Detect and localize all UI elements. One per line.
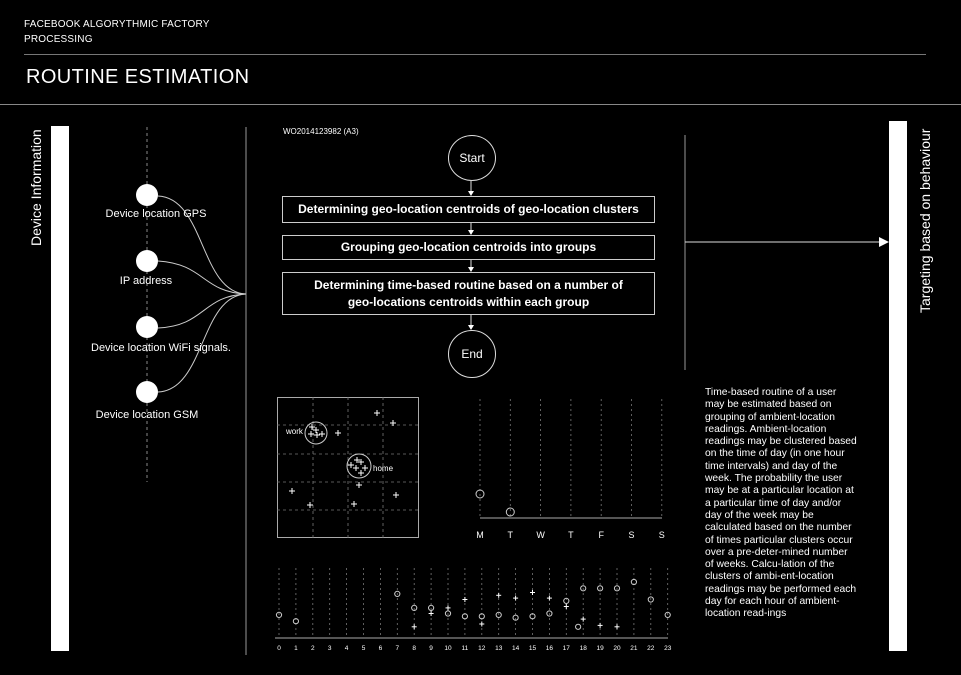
map-point: [319, 431, 325, 437]
hour-tick-label: 23: [664, 645, 672, 652]
map-point: [314, 432, 320, 438]
hour-point-cross: [513, 596, 518, 601]
weekday-tick-label: S: [628, 530, 635, 540]
hour-tick-label: 19: [596, 645, 604, 652]
hour-tick-label: 5: [361, 645, 366, 652]
hour-tick-label: 20: [613, 645, 621, 652]
hour-tick-label: 21: [630, 645, 638, 652]
map-point: [358, 470, 364, 476]
hour-point-cross: [429, 611, 434, 616]
map-label-home: home: [373, 464, 394, 473]
device-label-gps: Device location GPS: [105, 208, 207, 220]
hour-tick-label: 14: [511, 645, 520, 652]
map-point: [313, 427, 319, 433]
hour-tick-label: 16: [545, 645, 554, 652]
hour-point-circle: [576, 624, 581, 629]
hour-tick-label: 1: [294, 645, 298, 652]
device-information-label: Device Information: [28, 129, 44, 246]
hourly-chart: [270, 565, 675, 655]
hour-tick-label: 12: [478, 645, 486, 652]
map-label-work: work: [286, 427, 303, 436]
hour-point-cross: [446, 605, 451, 610]
map-point: [393, 492, 399, 498]
weekday-tick-label: T: [507, 530, 514, 540]
device-label-ip: IP address: [119, 275, 173, 287]
map-point: [356, 482, 362, 488]
wifi-device-icon: [136, 316, 158, 338]
map-point: [362, 465, 368, 471]
map-point: [308, 431, 314, 437]
hour-point-cross: [581, 617, 586, 622]
hour-tick-label: 17: [562, 645, 570, 652]
map-point: [348, 462, 354, 468]
hour-tick-label: 4: [344, 645, 349, 652]
hour-point-cross: [547, 596, 552, 601]
hour-point-cross: [615, 624, 620, 629]
hour-point-cross: [412, 624, 417, 629]
hour-tick-label: 15: [528, 645, 537, 652]
map-point: [353, 465, 359, 471]
hour-tick-label: 11: [461, 645, 469, 652]
hour-tick-label: 9: [429, 645, 433, 652]
hour-tick-label: 22: [647, 645, 655, 652]
patent-number: WO2014123982 (A3): [283, 127, 359, 136]
map-point: [335, 430, 341, 436]
hour-tick-label: 2: [310, 645, 315, 652]
map-point: [351, 501, 357, 507]
weekday-tick-label: F: [598, 530, 604, 540]
weekday-tick-label: T: [568, 530, 574, 540]
gps-device-icon: [136, 184, 158, 206]
weekday-chart: [470, 397, 670, 542]
hour-point-cross: [496, 593, 501, 598]
hour-tick-label: 3: [327, 645, 332, 652]
hour-tick-label: 18: [579, 645, 587, 652]
weekday-tick-label: S: [658, 530, 665, 540]
hour-tick-label: 13: [495, 645, 503, 652]
map-point: [374, 410, 380, 416]
device-label-wifi: Device location WiFi signals.: [91, 342, 231, 354]
routine-description: Time-based routine of a user may be estimated based on grouping of ambient-location readings. Ambient-location readings may be clustered based on the time of day (in one hour time intervals) and day of the week. The probability the user may be at a particular location at a particular time of day and/or day of the week may be calculated based on the number of times particular clusters occur over a pre-deter-mined number of weeks. Calcu-lation of the clusters of ambi-ent-location readings may be performed each day for each hour of ambient-location read-ings: [705, 387, 857, 620]
end-node: End: [448, 330, 496, 378]
weekday-tick-label: W: [536, 530, 545, 540]
hour-point-cross: [479, 622, 484, 627]
map-point: [390, 420, 396, 426]
hour-point-cross: [598, 623, 603, 628]
targeting-label: Targeting based on behaviour: [917, 128, 933, 313]
hour-tick-label: 7: [395, 645, 400, 652]
location-map-chart: [277, 397, 419, 539]
flow-step-2: Grouping geo-location centroids into groups: [282, 235, 655, 260]
start-node: Start: [448, 135, 496, 181]
gsm-device-icon: [136, 381, 158, 403]
weekday-tick-label: M: [476, 530, 484, 540]
hour-tick-label: 8: [412, 645, 417, 652]
hour-point-cross: [462, 597, 467, 602]
hour-tick-label: 6: [378, 645, 383, 652]
map-point: [289, 488, 295, 494]
flow-step-3: Determining time-based routine based on a number of geo-locations centroids within each group: [282, 272, 655, 315]
header-line-1: FACEBOOK ALGORYTHMIC FACTORY: [24, 19, 210, 30]
hour-point-cross: [530, 590, 535, 595]
header-line-2: PROCESSING: [24, 34, 93, 45]
hour-point-cross: [564, 604, 569, 609]
hour-tick-label: 10: [444, 645, 452, 652]
device-label-gsm: Device location GSM: [95, 409, 199, 421]
ip-address-icon: [136, 250, 158, 272]
page-title: ROUTINE ESTIMATION: [26, 66, 250, 88]
flow-step-1: Determining geo-location centroids of geo-location clusters: [282, 196, 655, 223]
map-point: [307, 502, 313, 508]
hour-tick-label: 0: [277, 645, 281, 652]
